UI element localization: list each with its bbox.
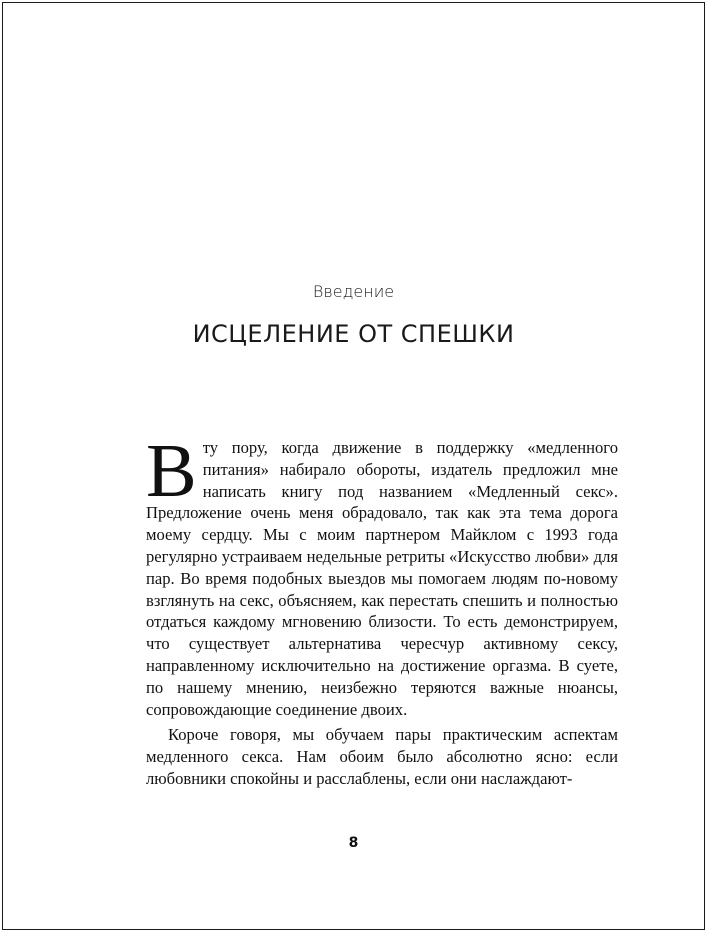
section-label: Введение <box>312 282 395 301</box>
book-page <box>2 2 705 930</box>
chapter-title: ИСЦЕЛЕНИЕ ОТ СПЕШКИ <box>192 320 515 348</box>
drop-cap: В <box>146 429 197 513</box>
page-number: 8 <box>348 835 359 851</box>
body-text <box>146 429 618 790</box>
paragraph-2: Короче говоря, мы обучаем пары практическим аспектам медленного секса. Нам обоим было абсолютно ясно: если любовники спокойны и расслаблены, если они наслаждают- <box>146 725 618 788</box>
paragraph-1 <box>146 429 618 720</box>
paragraph-1-text: ту пору, когда движение в поддержку «медленного питания» набирало обороты, издатель предложил мне написать книгу под названием «Медленный секс». Предложение очень меня обрадовало, так как эта тема дорога моему сердцу. Мы с моим партнером Майклом с 1993 года регулярно устраиваем недельные ретриты «Искусство любви» для пар. Во время подобных выездов мы помогаем людям по-новому взглянуть на секс, объясняем, как перестать спешить и полностью отдаться каждому мгновению близости. То есть демонстрируем, что существует альтернатива чересчур активному сексу, направленному исключительно на достижение оргазма. В суете, по нашему мнению, неизбежно теряются важные нюансы, сопровождающие соединение двоих. <box>146 438 618 719</box>
